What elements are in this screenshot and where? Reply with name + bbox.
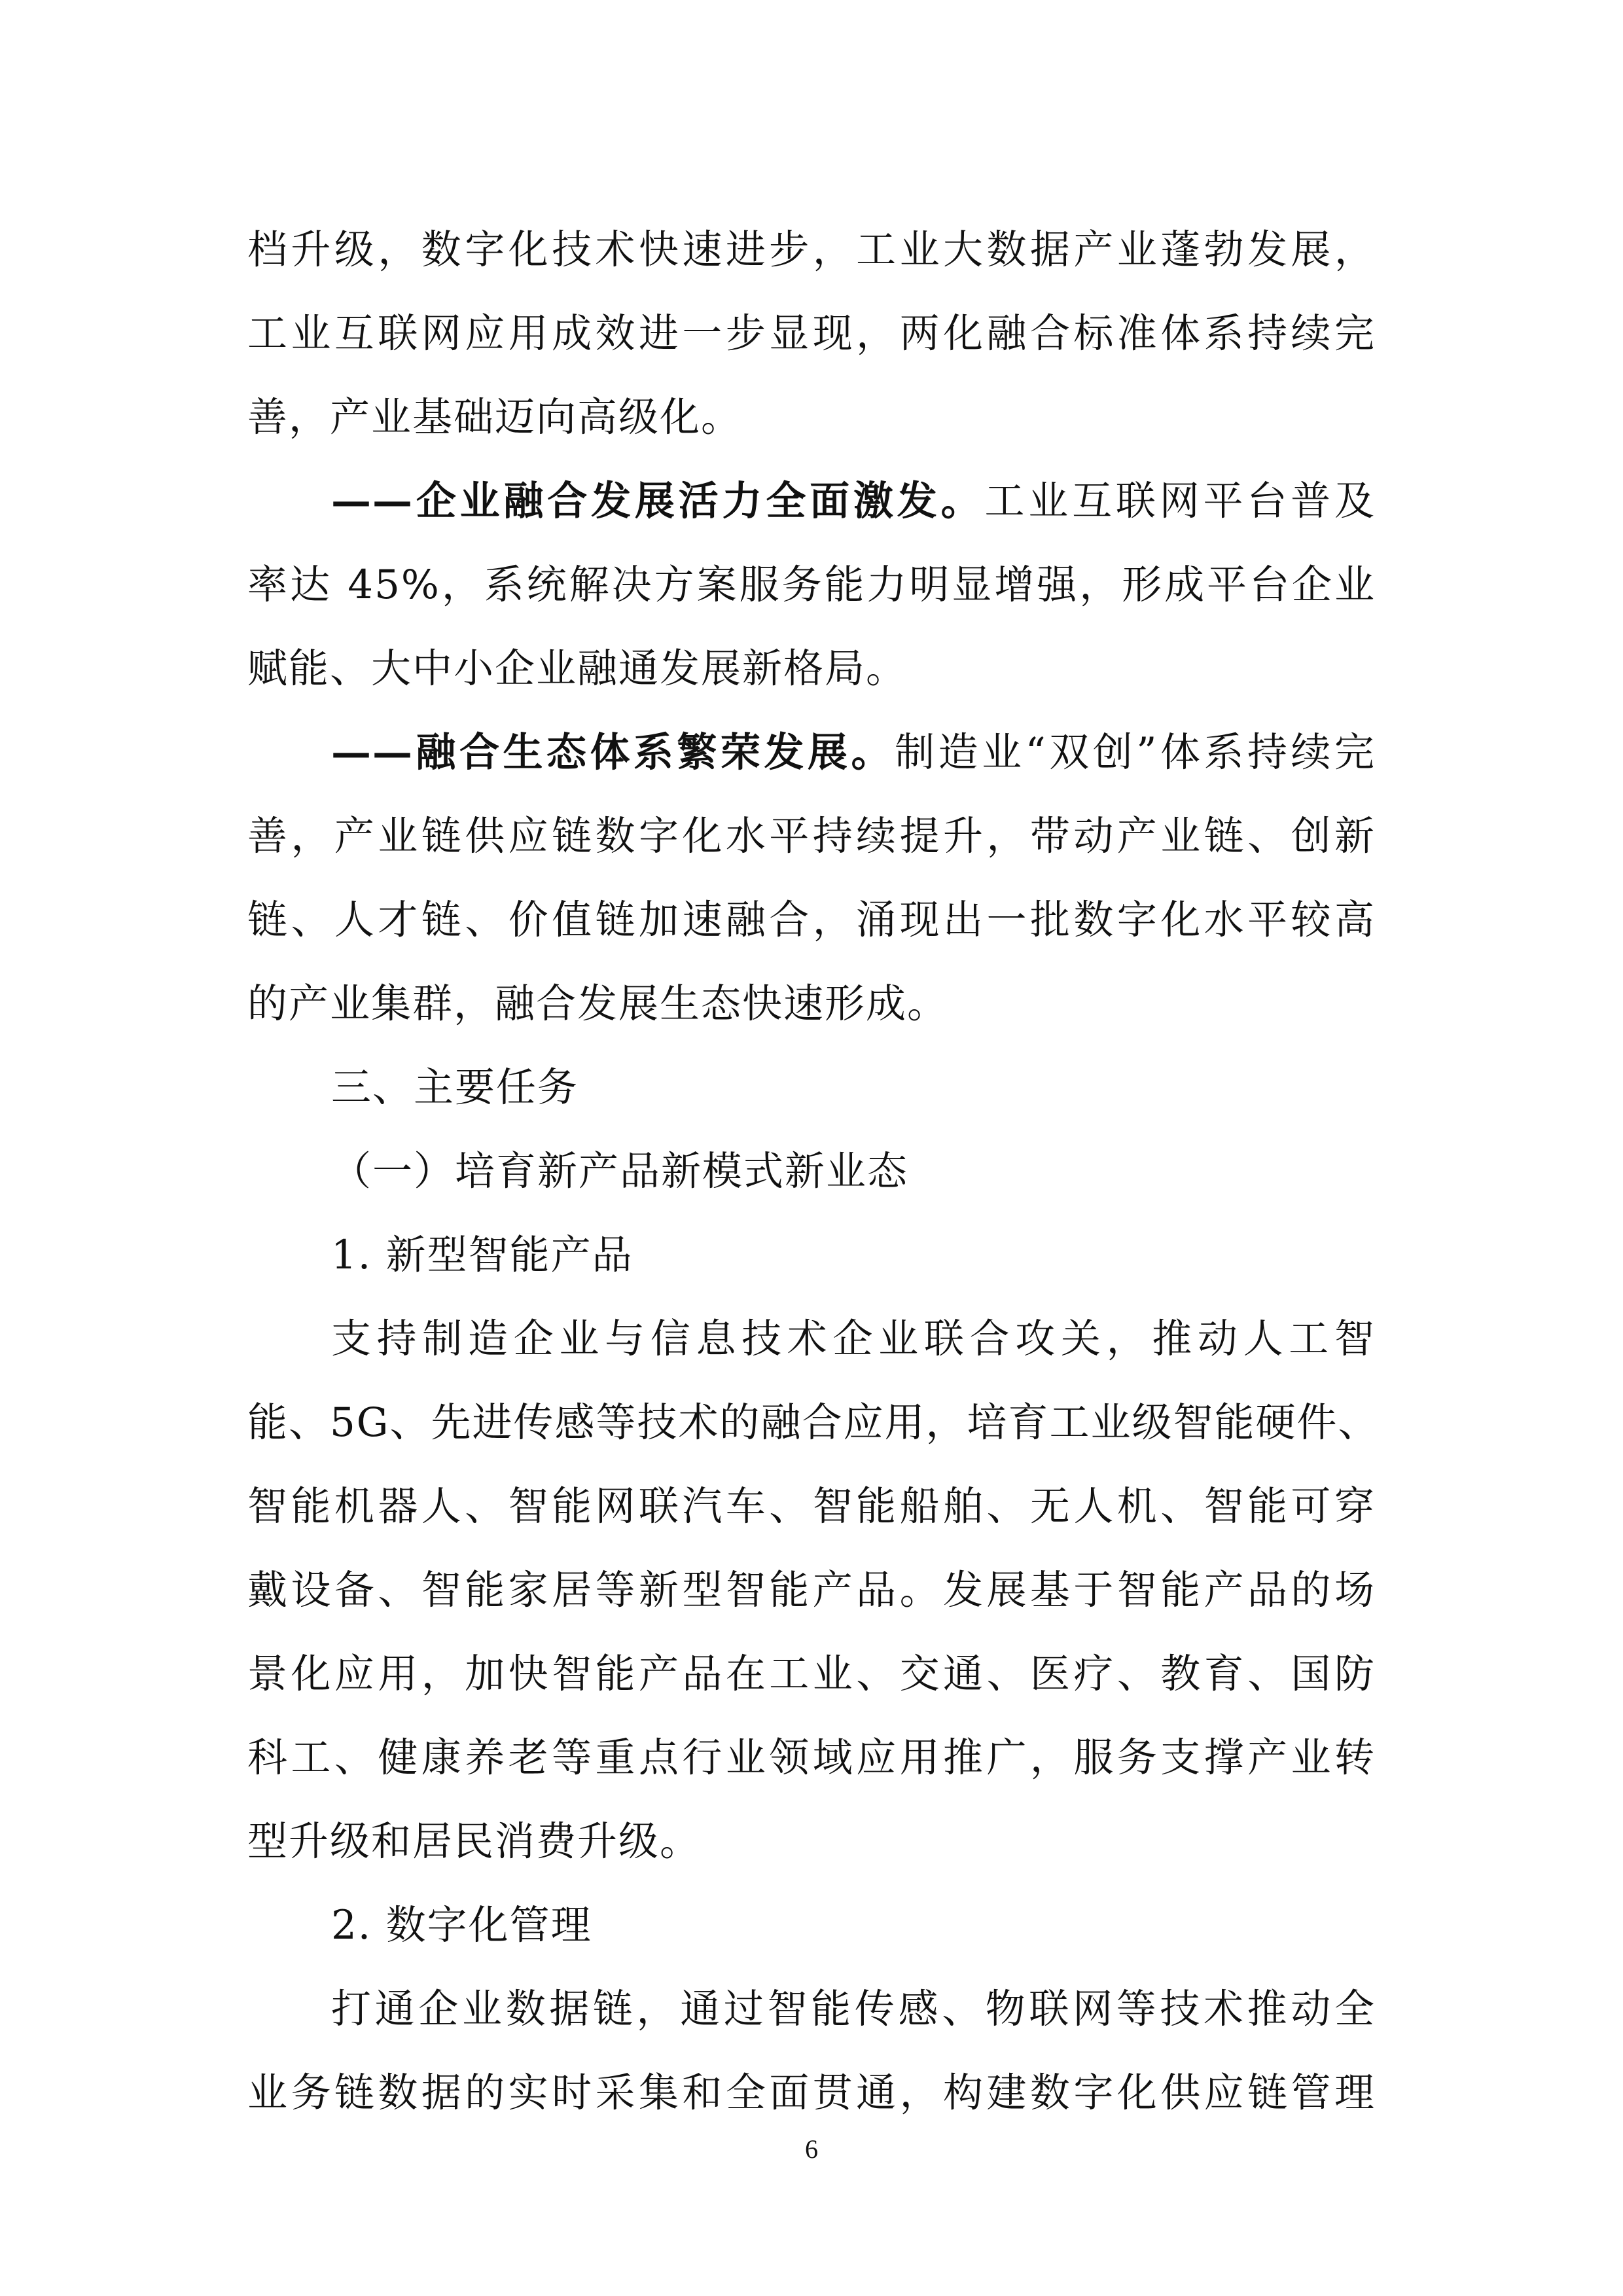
- text-line: 戴设备、智能家居等新型智能产品。发展基于智能产品的场: [247, 1567, 1376, 1613]
- text-line: 的产业集群，融合发展生态快速形成。: [247, 980, 949, 1027]
- text-run: 制造业“双创”体系持续完: [895, 729, 1376, 776]
- text-line: 支持制造企业与信息技术企业联合攻关，推动人工智: [331, 1316, 1376, 1362]
- text-line: [247, 711, 1376, 795]
- body-text: [247, 208, 1380, 2135]
- text-line: [247, 459, 1376, 543]
- subsection-heading: （一）培育新产品新模式新业态: [331, 1148, 909, 1194]
- text-line: 链、人才链、价值链加速融合，涌现出一批数字化水平较高: [247, 897, 1376, 943]
- text-line: 档升级，数字化技术快速进步，工业大数据产业蓬勃发展，: [247, 226, 1376, 273]
- text-line: 赋能、大中小企业融通发展新格局。: [247, 645, 908, 692]
- text-run: 工业互联网平台普及: [984, 478, 1376, 524]
- text-line: 业务链数据的实时采集和全面贯通，构建数字化供应链管理: [247, 2070, 1376, 2116]
- bold-lead: ——融合生态体系繁荣发展。: [331, 729, 895, 776]
- page-number: 6: [805, 2134, 818, 2164]
- section-heading: 三、主要任务: [331, 1064, 579, 1111]
- text-line: 善，产业链供应链数字化水平持续提升，带动产业链、创新: [247, 813, 1376, 859]
- text-line: 工业互联网应用成效进一步显现，两化融合标准体系持续完: [247, 310, 1376, 357]
- text-line: 智能机器人、智能网联汽车、智能船舶、无人机、智能可穿: [247, 1483, 1376, 1530]
- bold-lead: ——企业融合发展活力全面激发。: [331, 478, 985, 524]
- text-line: 能、5G、先进传感等技术的融合应用，培育工业级智能硬件、: [247, 1399, 1380, 1446]
- item-heading: 1. 新型智能产品: [331, 1232, 633, 1278]
- text-line: 科工、健康养老等重点行业领域应用推广，服务支撑产业转: [247, 1734, 1376, 1781]
- text-line: 打通企业数据链，通过智能传感、物联网等技术推动全: [331, 1986, 1376, 2032]
- text-line: 型升级和居民消费升级。: [247, 1818, 702, 1865]
- text-line: 景化应用，加快智能产品在工业、交通、医疗、教育、国防: [247, 1651, 1376, 1697]
- text-line: 率达 45%，系统解决方案服务能力明显增强，形成平台企业: [247, 562, 1376, 608]
- item-heading: 2. 数字化管理: [331, 1902, 592, 1948]
- text-line: 善，产业基础迈向高级化。: [247, 394, 743, 440]
